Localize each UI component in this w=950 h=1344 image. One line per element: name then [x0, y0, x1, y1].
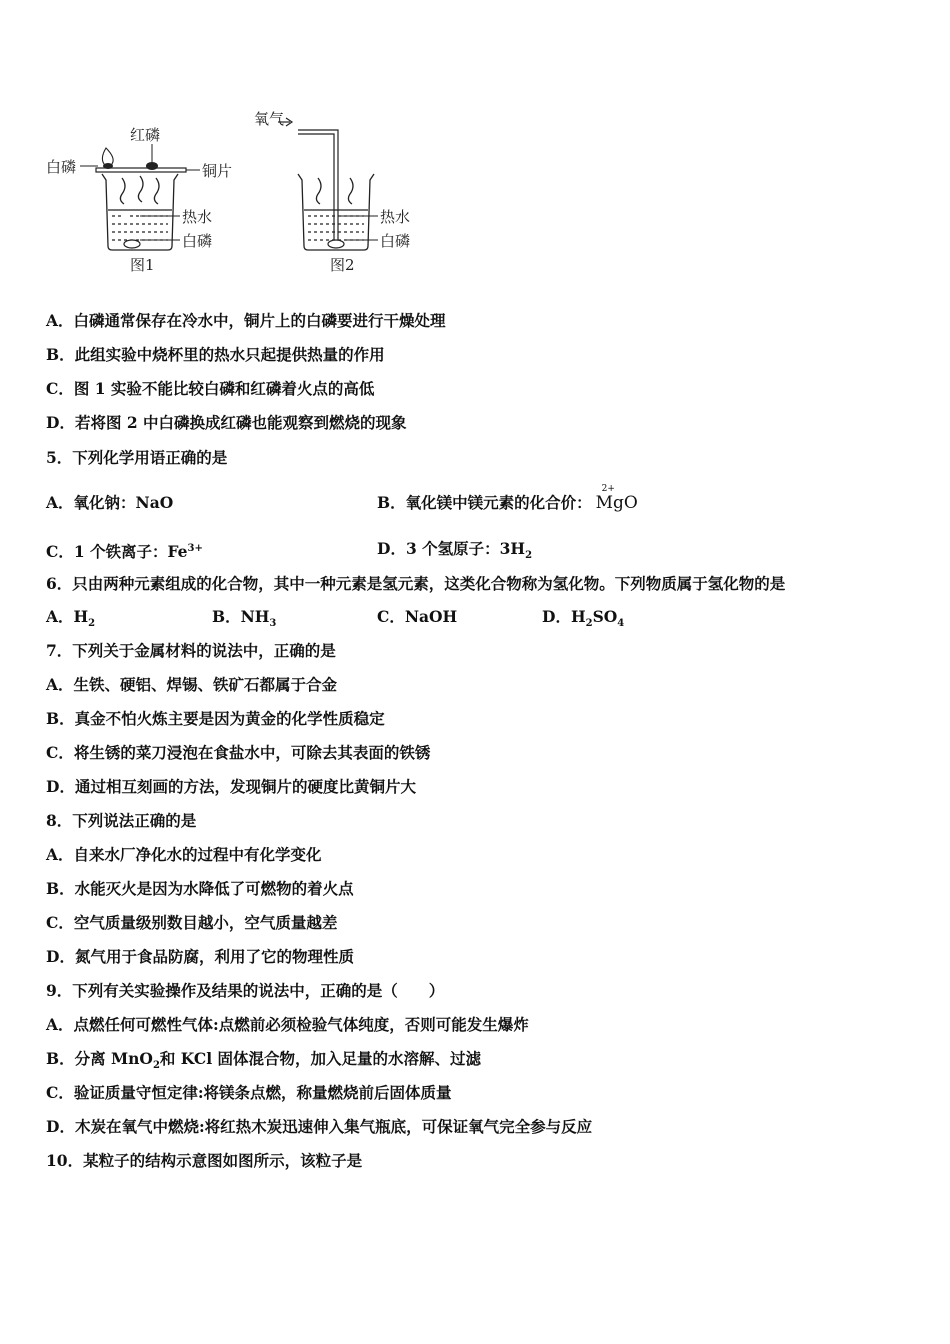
q5-stem: 5．下列化学用语正确的是: [46, 448, 228, 467]
q9-option-d: D．木炭在氧气中燃烧:将红热木炭迅速伸入集气瓶底，可保证氧气完全参与反应: [46, 1117, 593, 1136]
q6-option-d-sub2: 4: [617, 618, 625, 630]
mgo-text: MgO: [595, 493, 638, 513]
q5-option-b-text: B．氧化镁中镁元素的化合价：: [377, 493, 592, 512]
label-white-phosphorus-bottom: 白磷: [182, 232, 213, 250]
q6-option-b-sub: 3: [269, 618, 277, 630]
q5-option-d: [377, 539, 532, 566]
q4-option-c: C．图 1 实验不能比较白磷和红磷着火点的高低: [46, 379, 375, 398]
q5-option-c-sup: 3+: [187, 543, 203, 554]
q5-option-d-text: D．3 个氢原子：3H: [377, 539, 526, 558]
q4-option-b: B．此组实验中烧杯里的热水只起提供热量的作用: [46, 345, 385, 364]
q6-option-b-text: B．NH: [212, 607, 270, 626]
q6-option-b: [212, 607, 276, 634]
q6-option-d-text1: D．H: [542, 607, 586, 626]
q7-stem: 7．下列关于金属材料的说法中，正确的是: [46, 641, 336, 660]
q9-option-b-text1: B．分离 MnO: [46, 1049, 153, 1068]
label-hot-water-fig2: 热水: [380, 208, 411, 226]
q6-option-c: C．NaOH: [377, 607, 458, 626]
fig1-beaker: [102, 174, 178, 250]
label-oxygen: 氧气: [254, 110, 285, 128]
experiment-figure: [40, 100, 460, 280]
white-phosphorus-burning: [103, 163, 113, 169]
q5-option-d-sub: 2: [525, 550, 533, 562]
label-copper: 铜片: [202, 162, 233, 180]
q8-option-a: A．自来水厂净化水的过程中有化学变化: [46, 845, 322, 864]
q6-option-a-text: A．H: [46, 607, 89, 626]
q8-stem: 8．下列说法正确的是: [46, 811, 197, 830]
q9-option-b-text2: 和 KCl 固体混合物，加入足量的水溶解、过滤: [159, 1049, 481, 1068]
white-phosphorus-water: [124, 240, 140, 248]
q10-stem: 10．某粒子的结构示意图如图所示，该粒子是: [46, 1151, 363, 1170]
label-hot-water-fig1: 热水: [182, 208, 213, 226]
label-white-phosphorus-top: 白磷: [46, 158, 77, 176]
q9-option-b: [46, 1049, 481, 1076]
q4-option-a: A．白磷通常保存在冷水中，铜片上的白磷要进行干燥处理: [46, 311, 446, 330]
q6-option-a-sub: 2: [88, 618, 96, 630]
fig2-beaker: [298, 174, 374, 250]
q9-option-a: A．点燃任何可燃性气体:点燃前必须检验气体纯度，否则可能发生爆炸: [46, 1015, 529, 1034]
q6-option-d-text2: SO: [592, 607, 618, 626]
q6-option-d-sub1: 2: [585, 618, 593, 630]
q8-option-d: D．氮气用于食品防腐，利用了它的物理性质: [46, 947, 354, 966]
fig2-caption: 图2: [330, 256, 355, 274]
q9-option-b-sub: 2: [152, 1060, 160, 1072]
q7-option-d: D．通过相互刻画的方法，发现铜片的硬度比黄铜片大: [46, 777, 416, 796]
q9-option-c: C．验证质量守恒定律:将镁条点燃，称量燃烧前后固体质量: [46, 1083, 452, 1102]
q8-option-b: B．水能灭火是因为水降低了可燃物的着火点: [46, 879, 354, 898]
q8-option-c: C．空气质量级别数目越小，空气质量越差: [46, 913, 338, 932]
q5-option-b: [377, 484, 638, 513]
mgo-valence: 2+: [601, 484, 615, 494]
q6-option-a: [46, 607, 95, 634]
q5-option-c-text: C．1 个铁离子：Fe: [46, 542, 188, 562]
label-red-phosphorus: 红磷: [130, 126, 161, 144]
fig1-caption: 图1: [130, 256, 155, 274]
q6-stem: 6．只由两种元素组成的化合物，其中一种元素是氢元素，这类化合物称为氢化物。下列物质属于氢化物的是: [46, 574, 786, 593]
q7-option-c: C．将生锈的菜刀浸泡在食盐水中，可除去其表面的铁锈: [46, 743, 431, 762]
q5-option-a: A．氧化钠：NaO: [46, 493, 174, 512]
red-phosphorus: [146, 162, 158, 170]
mgo-formula: [595, 484, 638, 513]
q4-option-d: D．若将图 2 中白磷换成红磷也能观察到燃烧的现象: [46, 413, 407, 432]
q6-option-d: [542, 607, 624, 634]
q7-option-b: B．真金不怕火炼主要是因为黄金的化学性质稳定: [46, 709, 385, 728]
q7-option-a: A．生铁、硬铝、焊锡、铁矿石都属于合金: [46, 675, 338, 694]
q9-stem: 9．下列有关实验操作及结果的说法中，正确的是（ ）: [46, 981, 445, 1000]
q5-option-c: [46, 539, 203, 562]
label-white-phosphorus-fig2: 白磷: [380, 232, 411, 250]
experiment-diagram: [40, 100, 460, 280]
white-phosphorus-fig2: [328, 240, 344, 248]
